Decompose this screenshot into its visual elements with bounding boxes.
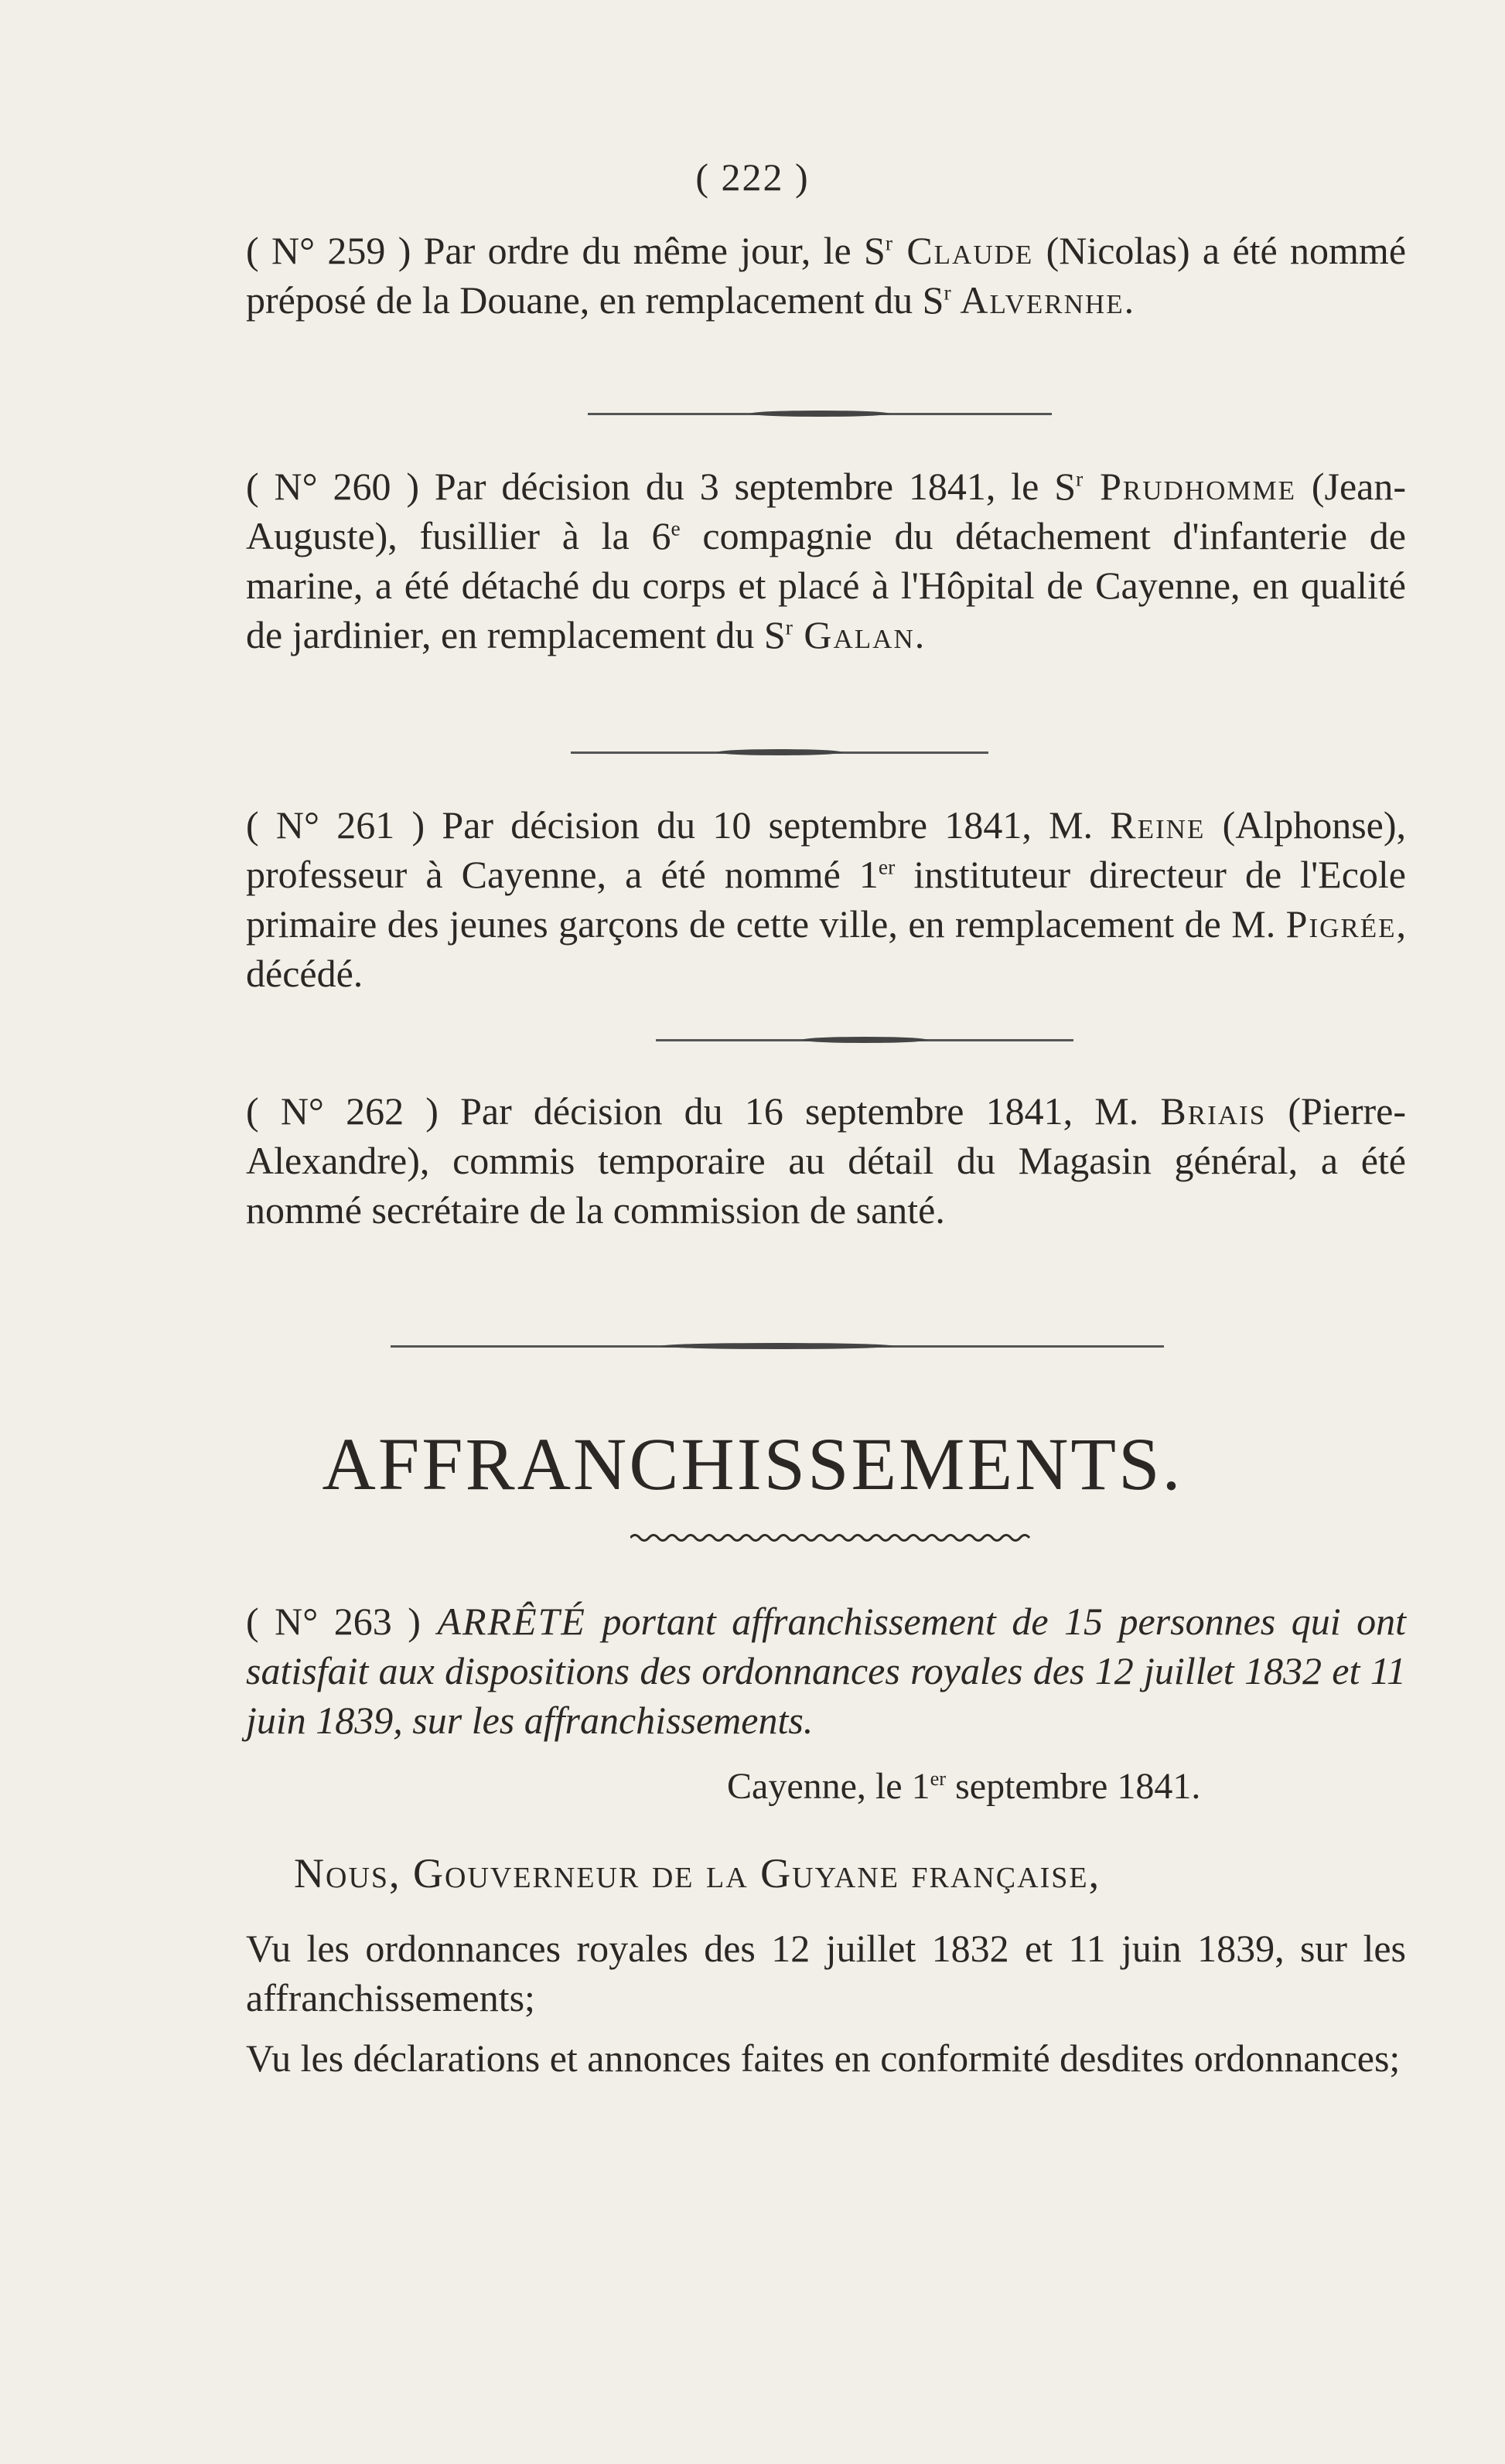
person-name: Alvernhe bbox=[950, 278, 1124, 322]
entry-number: ( N° 263 ) bbox=[246, 1600, 421, 1643]
person-name: Galan bbox=[792, 613, 915, 656]
arrete-text: portant affranchissement de 15 personnes qui ont satisfait aux dispositions des ordonnances royales des 12 juillet 1832 et 11 juin 1839, sur les affranchissements. bbox=[246, 1600, 1406, 1742]
separator-rule bbox=[588, 413, 1052, 415]
considerant-1: Vu les ordonnances royales des 12 juillet 1832 et 11 juin 1839, sur les affranchissements; bbox=[246, 1927, 1406, 2019]
considerant-2: Vu les déclarations et annonces faites en conformité desdites ordonnances; bbox=[246, 2036, 1401, 2080]
governor-line: Nous, Gouverneur de la Guyane française, bbox=[294, 1850, 1101, 1897]
person-name: Reine bbox=[1110, 803, 1206, 847]
arrete-heading: ARRÊTÉ bbox=[420, 1600, 586, 1643]
entry-number: ( N° 259 ) bbox=[246, 229, 411, 272]
person-name: Briais bbox=[1160, 1089, 1267, 1133]
person-name: Prudhomme bbox=[1083, 465, 1296, 508]
person-name: Pigrée bbox=[1285, 902, 1397, 946]
date-line: Cayenne, le 1er septembre 1841. bbox=[727, 1766, 1201, 1807]
entry-261: ( N° 261 ) Par décision du 10 septembre 1841, M. Reine (Alphonse), professeur à Cayenne, a été nommé 1er instituteur directeur de l'Ecole primaire des jeunes garçons de cette ville, en remplacement de M. Pigrée, décédé. bbox=[246, 803, 1407, 995]
entry-260: ( N° 260 ) Par décision du 3 septembre 1841, le $S^r$ Prudhomme (Jean-Auguste), fusillier à la 6e compagnie du détachement d'infanterie de marine, a été détaché du corps et placé à l'Hôpital de Cayenne, en qualité de jardinier, en remplacement du $S^r$ Galan. bbox=[246, 465, 1406, 656]
page-number: ( 222 ) bbox=[695, 155, 810, 199]
decorative-wavy-rule bbox=[630, 1532, 1032, 1543]
entry-number: ( N° 261 ) bbox=[246, 803, 425, 847]
section-title: AFFRANCHISSEMENTS. bbox=[322, 1423, 1183, 1505]
separator-rule bbox=[656, 1039, 1073, 1041]
section-separator-rule bbox=[391, 1345, 1164, 1348]
arrete-263 bbox=[246, 1597, 1406, 1745]
entry-259: ( N° 259 ) Par ordre du même jour, le $S^r$ Claude (Nicolas) a été nommé préposé de la Douane, en remplacement du $S^r$ Alvernhe. bbox=[246, 229, 1407, 322]
separator-rule bbox=[571, 751, 988, 754]
entry-number: ( N° 260 ) bbox=[246, 465, 419, 508]
entry-262: ( N° 262 ) Par décision du 16 septembre 1841, M. Briais (Pierre-Alexandre), commis temporaire au détail du Magasin général, a été nommé secrétaire de la commission de santé. bbox=[246, 1089, 1407, 1232]
entry-number: ( N° 262 ) bbox=[246, 1089, 439, 1133]
person-name: Claude bbox=[892, 229, 1034, 272]
